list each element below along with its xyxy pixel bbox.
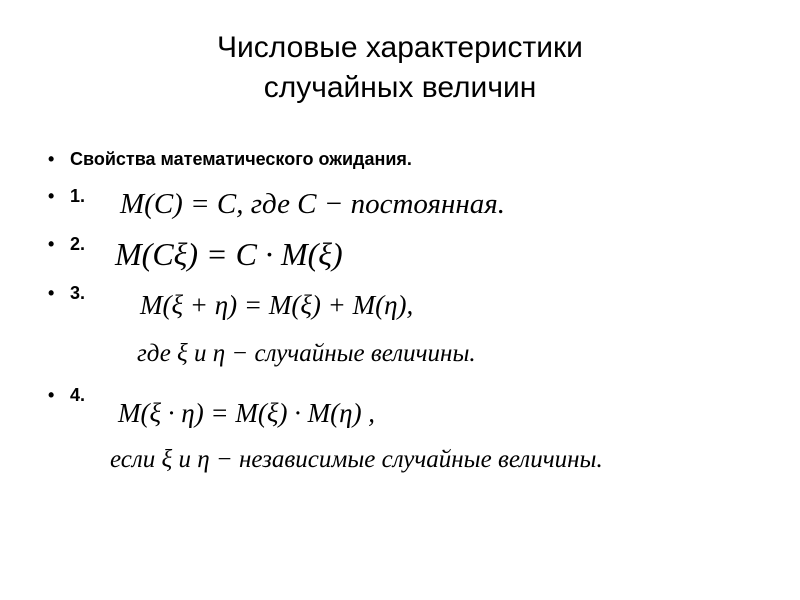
bullet-3	[48, 282, 85, 304]
bullet-number: 4.	[70, 385, 86, 405]
slide-title	[100, 28, 700, 108]
bullet-4	[48, 384, 85, 406]
bullet-2	[48, 233, 85, 255]
bullet-number: 1.	[70, 186, 86, 206]
formula-3-line-2: где ξ и η − случайные величины.	[137, 340, 476, 367]
bullet-marker: •	[48, 149, 55, 169]
formula-2: M(Cξ) = C · M(ξ)	[115, 236, 343, 272]
formula-4-line-1: M(ξ · η) = M(ξ) · M(η) ,	[118, 398, 376, 428]
bullet-number: 2.	[70, 234, 86, 254]
bullet-1	[48, 185, 85, 207]
bullet-marker: •	[48, 385, 55, 405]
bullet-number: 3.	[70, 283, 86, 303]
bullet-marker: •	[48, 186, 55, 206]
bullet-marker: •	[48, 234, 55, 254]
title-line-2: случайных величин	[263, 71, 537, 104]
formula-1: M(C) = C, где C − постоянная.	[120, 188, 506, 220]
bullet-heading	[48, 148, 412, 170]
title-line-1: Числовые характеристики	[217, 31, 583, 64]
formula-4-line-2: если ξ и η − независимые случайные величины.	[110, 446, 603, 473]
formula-3-line-1: M(ξ + η) = M(ξ) + M(η),	[140, 290, 414, 320]
bullet-marker: •	[48, 283, 55, 303]
bullet-text: Свойства математического ожидания.	[70, 149, 412, 169]
